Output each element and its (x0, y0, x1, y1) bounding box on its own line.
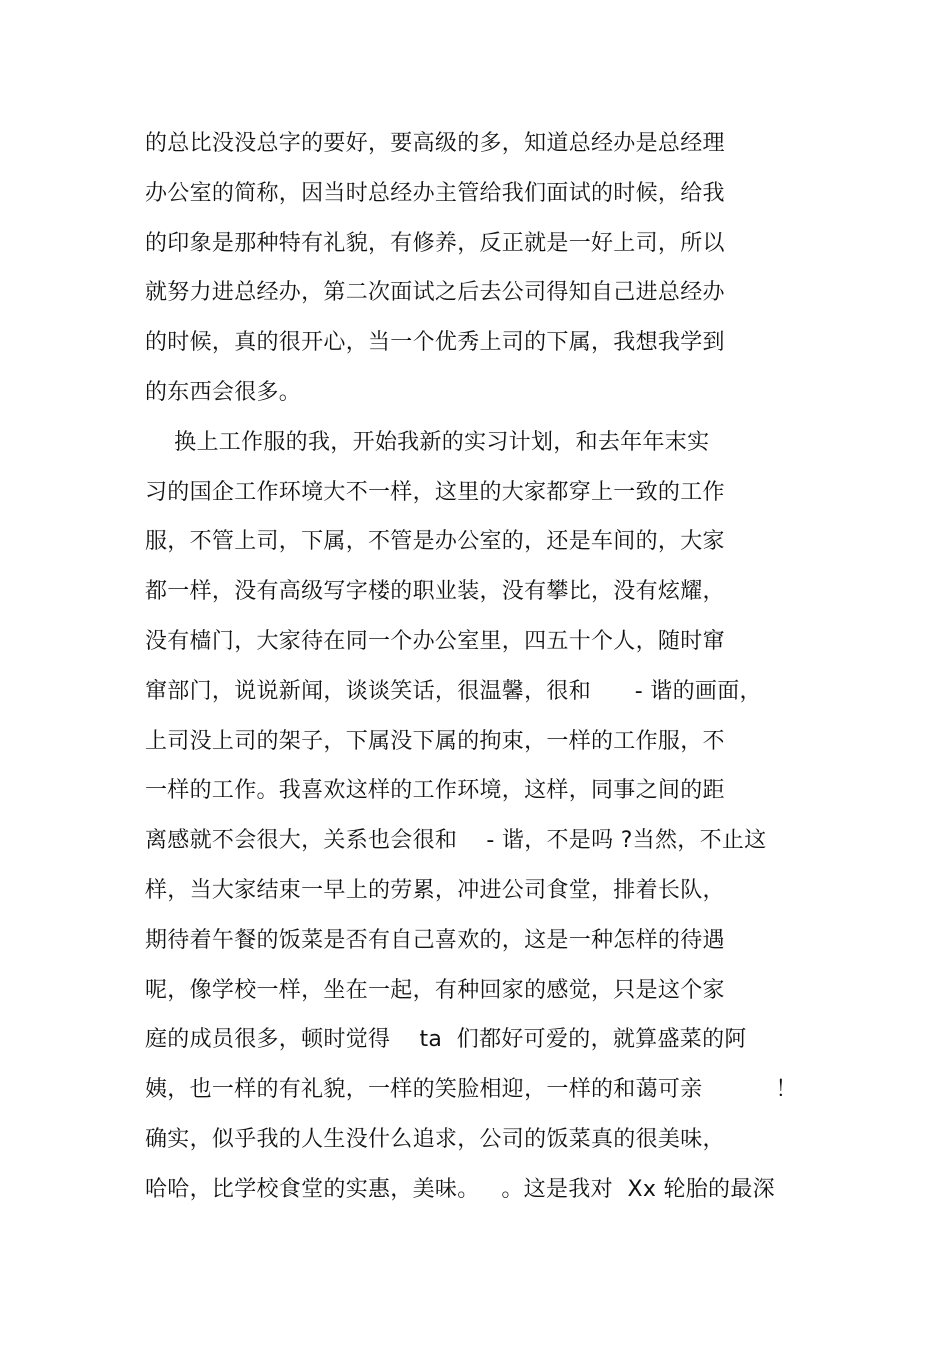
text-line: 习的国企工作环境大不一样，这里的大家都穿上一致的工作 (145, 479, 725, 505)
text-line: 姨，也一样的有礼貌，一样的笑脸相迎，一样的和蔼可亲 ！ (145, 1077, 798, 1103)
text-line: 没有樯门，大家待在同一个办公室里，四五十个人，随时窜 (145, 628, 725, 654)
text-line: 的时候，真的很开心，当一个优秀上司的下属，我想我学到 (145, 330, 725, 356)
text-line: 办公室的简称，因当时总经办主管给我们面试的时候，给我 (145, 180, 725, 206)
text-line: 呢，像学校一样，坐在一起，有种回家的感觉，只是这个家 (145, 977, 725, 1003)
text-line: 就努力进总经办，第二次面试之后去公司得知自己进总经办 (145, 280, 725, 306)
text-line: 离感就不会很大，关系也会很和 - 谐，不是吗 ?当然，不止这 (145, 828, 767, 854)
text-line: 哈哈，比学校食堂的实惠，美味。 。这是我对 Xx 轮胎的最深 (145, 1176, 775, 1202)
text-line: 都一样，没有高级写字楼的职业装，没有攀比，没有炫耀， (145, 579, 725, 605)
text-line: 的东西会很多。 (145, 379, 302, 405)
text-line: 换上工作服的我，开始我新的实习计划，和去年年末实 (145, 429, 710, 455)
text-line: 的总比没没总字的要好，要高级的多，知道总经办是总经理 (145, 131, 725, 156)
text-line: 庭的成员很多，顿时觉得 ta 们都好可爱的，就算盛菜的阿 (145, 1027, 747, 1053)
text-line: 上司没上司的架子，下属没下属的拘束，一样的工作服，不 (145, 728, 725, 754)
text-line: 窜部门，说说新闻，谈谈笑话，很温馨，很和 - 谐的画面， (145, 678, 762, 704)
text-line: 样，当大家结束一早上的劳累，冲进公司食堂，排着长队， (145, 877, 725, 903)
text-line: 一样的工作。我喜欢这样的工作环境，这样，同事之间的距 (145, 778, 725, 804)
text-line: 服，不管上司，下属，不管是办公室的，还是车间的，大家 (145, 529, 725, 555)
body-text (145, 119, 815, 1215)
text-line: 期待着午餐的饭菜是否有自己喜欢的，这是一种怎样的待遇 (145, 927, 725, 953)
text-line: 确实，似乎我的人生没什么追求，公司的饭菜真的很美味， (145, 1126, 725, 1152)
text-line: 的印象是那种特有礼貌，有修养，反正就是一好上司，所以 (145, 230, 725, 256)
